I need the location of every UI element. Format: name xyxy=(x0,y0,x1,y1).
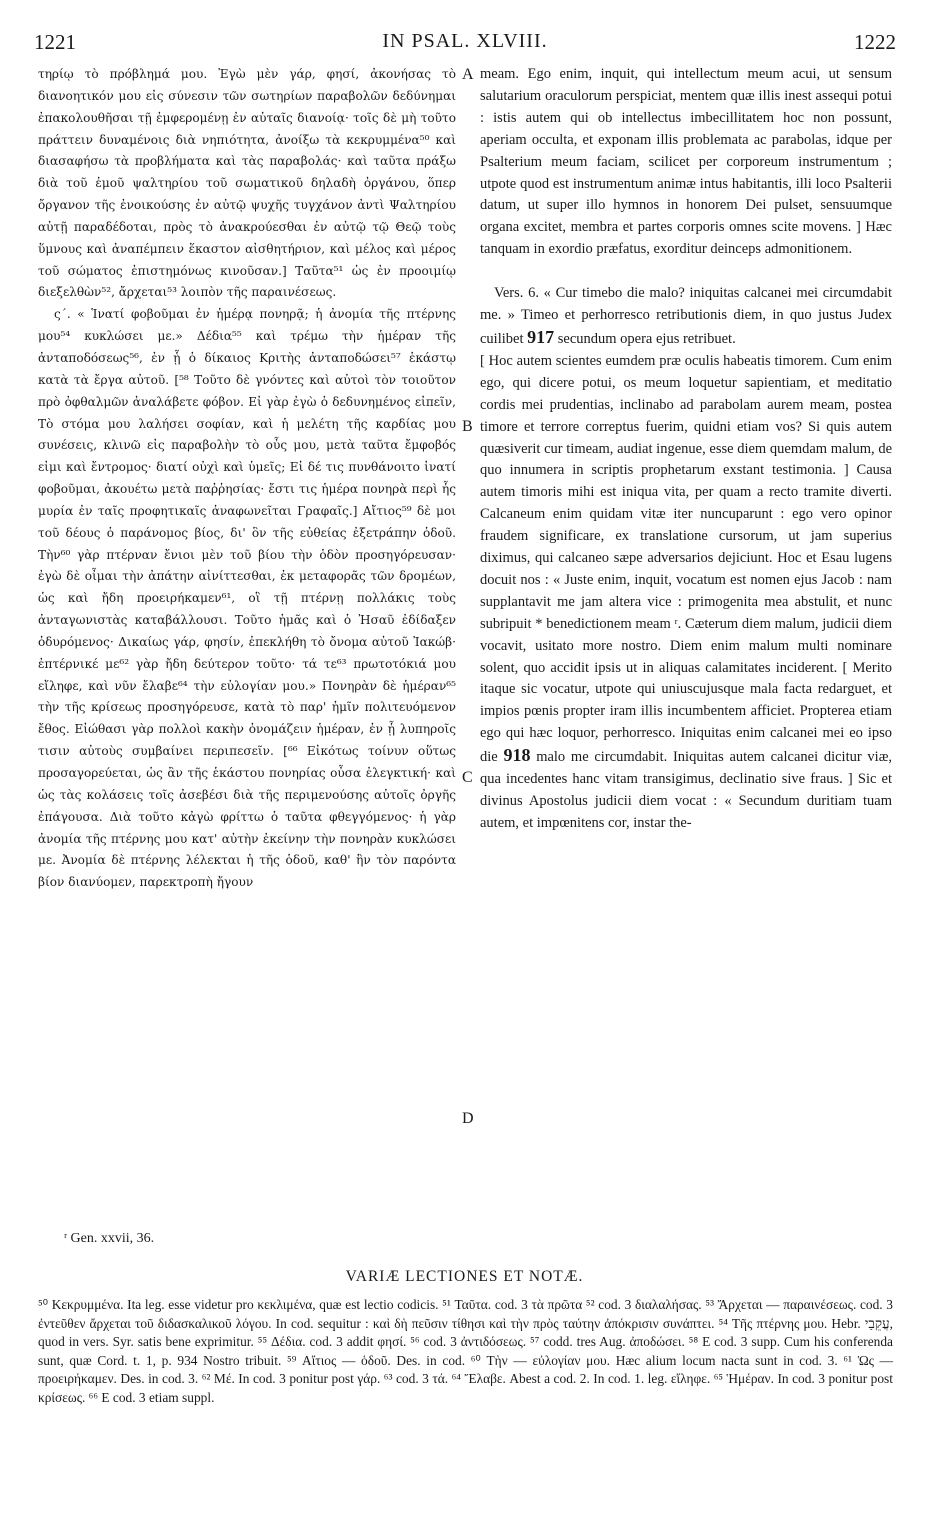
page-number-right: 1222 xyxy=(854,30,896,54)
column-number-marker: 917 xyxy=(527,326,555,347)
greek-paragraph: τηρίῳ τὸ πρόβλημά μου. Ἐγὼ μὲν γάρ, φησί, ἀκονήσας τὸ διανοητικόν μου εἰς σύνεσιν τῶν σωτηρίων παραβολῶν δεδύνημαι ἐπακολουθῆσαι τῇ ἐμφερομένῃ ἐν αὐταῖς διανοίᾳ· τοῖς δὲ μὴ τοῦτο πράττειν δυναμένοις διὰ νηπιότητα, ἀνοίξω τὰ κεκρυμμένα⁵⁰ καὶ διασαφήσω τὰ προβλήματα καὶ τὰς παραβολάς· καὶ ταῦτα πράξω διὰ τοῦ ἐμοῦ ψαλτηρίου τοῦ σωματικοῦ δηλαδὴ ὀργάνου, ὅπερ ὄργανον τῆς ἐνοικούσης ἐν αὐτῷ ψυχῆς τυγχάνον ἀντὶ Ψαλτηρίου αὐτῇ παραδέδοται, πρὸς τὸ ἀνακρούεσθαι ἐν αὐτῷ τῷ Θεῷ τοὺς ὕμνους καὶ ἀναπέμπειν ἕκαστον αἰσθητήριον, καὶ μέλος καὶ μέρος τοῦ σώματος ἐπιστημόνως κινοῦσαν.] Ταῦτα⁵¹ ὡς ἐν προοιμίῳ διεξελθὼν⁵², ἄρχεται⁵³ λοιπὸν τῆς παραινέσεως. xyxy=(38,67,456,300)
variant-readings-notes xyxy=(38,1296,893,1408)
latin-body-text: [ Hoc autem scientes eumdem præ oculis habeatis timorem. Cum enim ego, qui dicere potui, os meum loquetur sapientiam, et meditatio cordis mei prudentias, inclinabo ad parabolam aurem meam, postea timore et terrore correptus fuerim, quidni etiam vos? Si quis autem quæsiverit cur timeam, audiat ingenue, esse diem quemdam malum, de quo innumera in scriptis prophetarum exstant testimonia. ] Causa autem timoris mihi est iniqua vita, per quam a recto tramite diverti. Calcaneum enim quidam vitæ iter nuncuparunt : ego vero opinor fraudem significare, ex translatione cursorum, ut jam superius diximus, qui calcaneo sæpe adversarios dejiciunt. Hoc et Esau lugens docuit nos : « Juste enim, inquit, vocatum est nomen ejus Jacob : nam supplantavit me jam altera vice : primogenita mea abstulit, et nunc subripuit * benedictionem meam ʳ. Cæterum diem malum, judicii diem vocavit, usitato more nostro. Diem enim malum multi nominare solent, quo accidit ipsis ut in aliquas calamitates inciderent. [ Merito itaque sic vocatur, utpote qui uniuscujusque mala facta redarguet, et impios pœnis propter iram illis incumbentem afficiet. Propterea etiam ego qui hæc loquor, perhorresco. Iniquitas enim calcanei mei eo ipso die xyxy=(480,352,892,766)
notes-heading: VARIÆ LECTIONES ET NOTÆ. xyxy=(345,1268,584,1285)
latin-text-column xyxy=(480,64,892,835)
margin-letter-c: C xyxy=(462,769,473,786)
latin-verse-text: secundum opera ejus retribuet. xyxy=(557,330,736,347)
running-header xyxy=(34,30,896,58)
greek-paragraph: ς´. « Ἱνατί φοβοῦμαι ἐν ἡμέρᾳ πονηρᾷ; ἡ ἀνομία τῆς πτέρνης μου⁵⁴ κυκλώσει με.» Δέδια⁵⁵ καὶ τρέμω τὴν ἡμέραν τῆς ἀνταποδόσεως⁵⁶, ἐν ᾗ ὁ δίκαιος Κριτὴς ἀνταποδώσει⁵⁷ ἑκάστῳ κατὰ τὰ ἔργα αὐτοῦ. [⁵⁸ Τοῦτο δὲ γνόντες καὶ αὐτοὶ τὸν τοιοῦτον πρὸ ὀφθαλμῶν ἀναλάβετε φόβον. Εἰ γὰρ ἐγὼ ὁ δεδυνημένος εἰπεῖν, Τὸ στόμα μου λαλήσει σοφίαν, καὶ ἡ μελέτη τῆς καρδίας μου συνέσεις, κλινῶ εἰς παραβολὴν τὸ οὖς μου, μετὰ ταῦτα ἔμφοβός εἰμι καὶ ἔντρομος· διατί οὐχὶ καὶ ὑμεῖς; Εἰ δέ τις πυνθάνοιτο ἱνατί φοβοῦμαι, ἀκουέτω μετὰ παῤῥησίας· ἔστι τις ἡμέρα πονηρὰ περὶ ἧς μυρία ἐν ταῖς προφητικαῖς ἀναφωνεῖται Γραφαῖς.] Αἴτιος⁵⁹ δὲ μοι τοῦ δέους ὁ παράνομος βίος, δι' ὃν τῆς εὐθείας ἐξετράπην ὁδοῦ. Τὴν⁶⁰ γὰρ πτέρναν ἔνιοι μὲν τοῦ βίου τὴν ὁδὸν προσηγόρευσαν· ἐγὼ δὲ οἶμαι τὴν ἀπάτην αἰνίττεσθαι, ἐκ μεταφορᾶς τῶν δρομέων, ὡς καὶ ἤδη προειρήκαμεν⁶¹, οἳ τῇ πτέρνῃ πολλάκις τοὺς ἀνταγωνιστὰς καταβάλλουσι. Τοῦτο ἡμᾶς καὶ ὁ Ἠσαῦ ἐδίδαξεν ὀδυρόμενος· Δικαίως γάρ, φησίν, ἐπεκλήθη τὸ ὄνομα αὐτοῦ Ἰακώβ· ἐπτέρνικέ με⁶² γὰρ ἤδη δεύτερον τοῦτο· τά τε⁶³ πρωτοτόκιά μου εἴληφε, καὶ νῦν ἔλαβε⁶⁴ τὴν εὐλογίαν μου.» Πονηρὰν δὲ ἡμέραν⁶⁵ τὴν τῆς κρίσεως προσηγόρευσε, κατὰ τὸ παρ' ἡμῖν πολιτευόμενον ἔθος. Εἰώθασι γὰρ πολλοὶ κακὴν ὀνομάζειν ἡμέραν, ἐν ᾗ λυπηροῖς τισιν αὐτοὺς συμβαίνει περιπεσεῖν. [⁶⁶ Εἰκότως τοίνυν οὕτως προσαγορεύεται, ὡς ἂν τῆς ἑκάστου πονηρίας οὖσα ἐλεγκτική· καὶ ὡς τὰς κολάσεις τοῖς ἀσεβέσι διὰ τῆς περιμενούσης αὐτοῖς ὀργῆς ἐπάγουσα. Διὰ τοῦτο κἀγὼ φρίττω ὁ ταῦτα φθεγγόμενος· ἡ γὰρ ἀνομία τῆς πτέρνης μου κατ' αὐτὴν ἐκείνην τὴν πονηρὰν κυκλώσει με. Ἀνομία δὲ πτέρνης λέλεκται ἡ τῆς ὁδοῦ, καθ' ἣν τὸν παρόντα βίον διανύομεν, παρεκτροπὴ ἤγουν xyxy=(38,307,456,890)
latin-body-text: malo me circumdabit. Iniquitas autem calcanei dicitur viæ, qua incedentes hanc vitam transigimus, declinatio sive fraus. ] Sic et divinus Apostolus judicii diem vocat : « Secundum duritiam tuam autem, et impœnitens cor, instar the- xyxy=(480,749,892,831)
margin-letter-b: B xyxy=(462,418,473,435)
latin-paragraph xyxy=(480,283,892,351)
column-number-marker: 918 xyxy=(503,745,531,766)
running-title: IN PSAL. XLVIII. xyxy=(382,30,548,52)
page-number-left: 1221 xyxy=(34,30,76,54)
latin-paragraph xyxy=(480,351,892,835)
latin-verse-text: Vers. 6. « Cur timebo die malo? iniquitas calcanei mei circumdabit me. » Timeo et perhorresco retributionis diem, in quo justus Judex cuilibet xyxy=(480,285,892,347)
greek-text-column xyxy=(38,64,456,894)
scripture-footnote: ʳ Gen. xxvii, 36. xyxy=(64,1231,155,1246)
latin-paragraph: meam. Ego enim, inquit, qui intellectum meum acui, ut sensum salutarium oraculorum perspiciat, mentem quæ illis inest assequi potui : istis autem qui ob intellectus imbecillitatem hoc non possunt, aperiam occulta, et exponam illis problemata ac parabolas, idque per Psalterium meum faciam, scilicet per corporeum instrumentum ; utpote quod est instrumentum animæ intus habitantis, illi loco Psalterii datum, ut super illo hymnos in honorem Dei pulset, sensuumque organa excitet, membra et partes corporis omnes scite movens. ] Hæc tanquam in exordio præfatus, exorditur deinceps admonitionem. xyxy=(480,66,892,258)
notes-text: ⁵⁰ Κεκρυμμένα. Ita leg. esse videtur pro κεκλιμένα, quæ est lectio codicis. ⁵¹ Ταῦτα. cod. 3 τὰ πρῶτα ⁵² cod. 3 διαλαλήσας. ⁵³ Ἄρχεται — παραινέσεως. cod. 3 ἐντεῦθεν ἄρχεται τοῦ διδασκαλικοῦ λόγου. In cod. sequitur : καὶ δὴ πεῦσιν τίθησι καὶ τὴν πρὸς ταύτην ἀπόκρισιν συνάπτει. ⁵⁴ Τῆς πτέρνης μου. Hebr. עֲקֵבַי, quod in vers. Syr. satis bene exprimitur. ⁵⁵ Δέδια. cod. 3 addit φησί. ⁵⁶ cod. 3 ἀντιδόσεως. ⁵⁷ codd. tres Aug. ἀποδώσει. ⁵⁸ E cod. 3 supp. Cum his conferenda sunt, quæ Cord. t. 1, p. 934 Nostro tribuit. ⁵⁹ Αἴτιος — ὁδοῦ. Des. in cod. ⁶⁰ Τὴν — εὐλογίαν μου. Hæc alium locum nacta sunt in cod. 3. ⁶¹ Ὡς — προειρήκαμεν. Des. in cod. 3. ⁶² Μέ. In cod. 3 ponitur post γάρ. ⁶³ cod. 3 τά. ⁶⁴ Ἔλαβε. Abest a cod. 2. In cod. 1. leg. εἴληφε. ⁶⁵ Ἡμέραν. In cod. 3 ponitur post κρίσεως. ⁶⁶ E cod. 3 etiam suppl. xyxy=(38,1297,893,1405)
margin-letter-d: D xyxy=(462,1110,474,1127)
margin-letter-a: A xyxy=(462,66,474,83)
